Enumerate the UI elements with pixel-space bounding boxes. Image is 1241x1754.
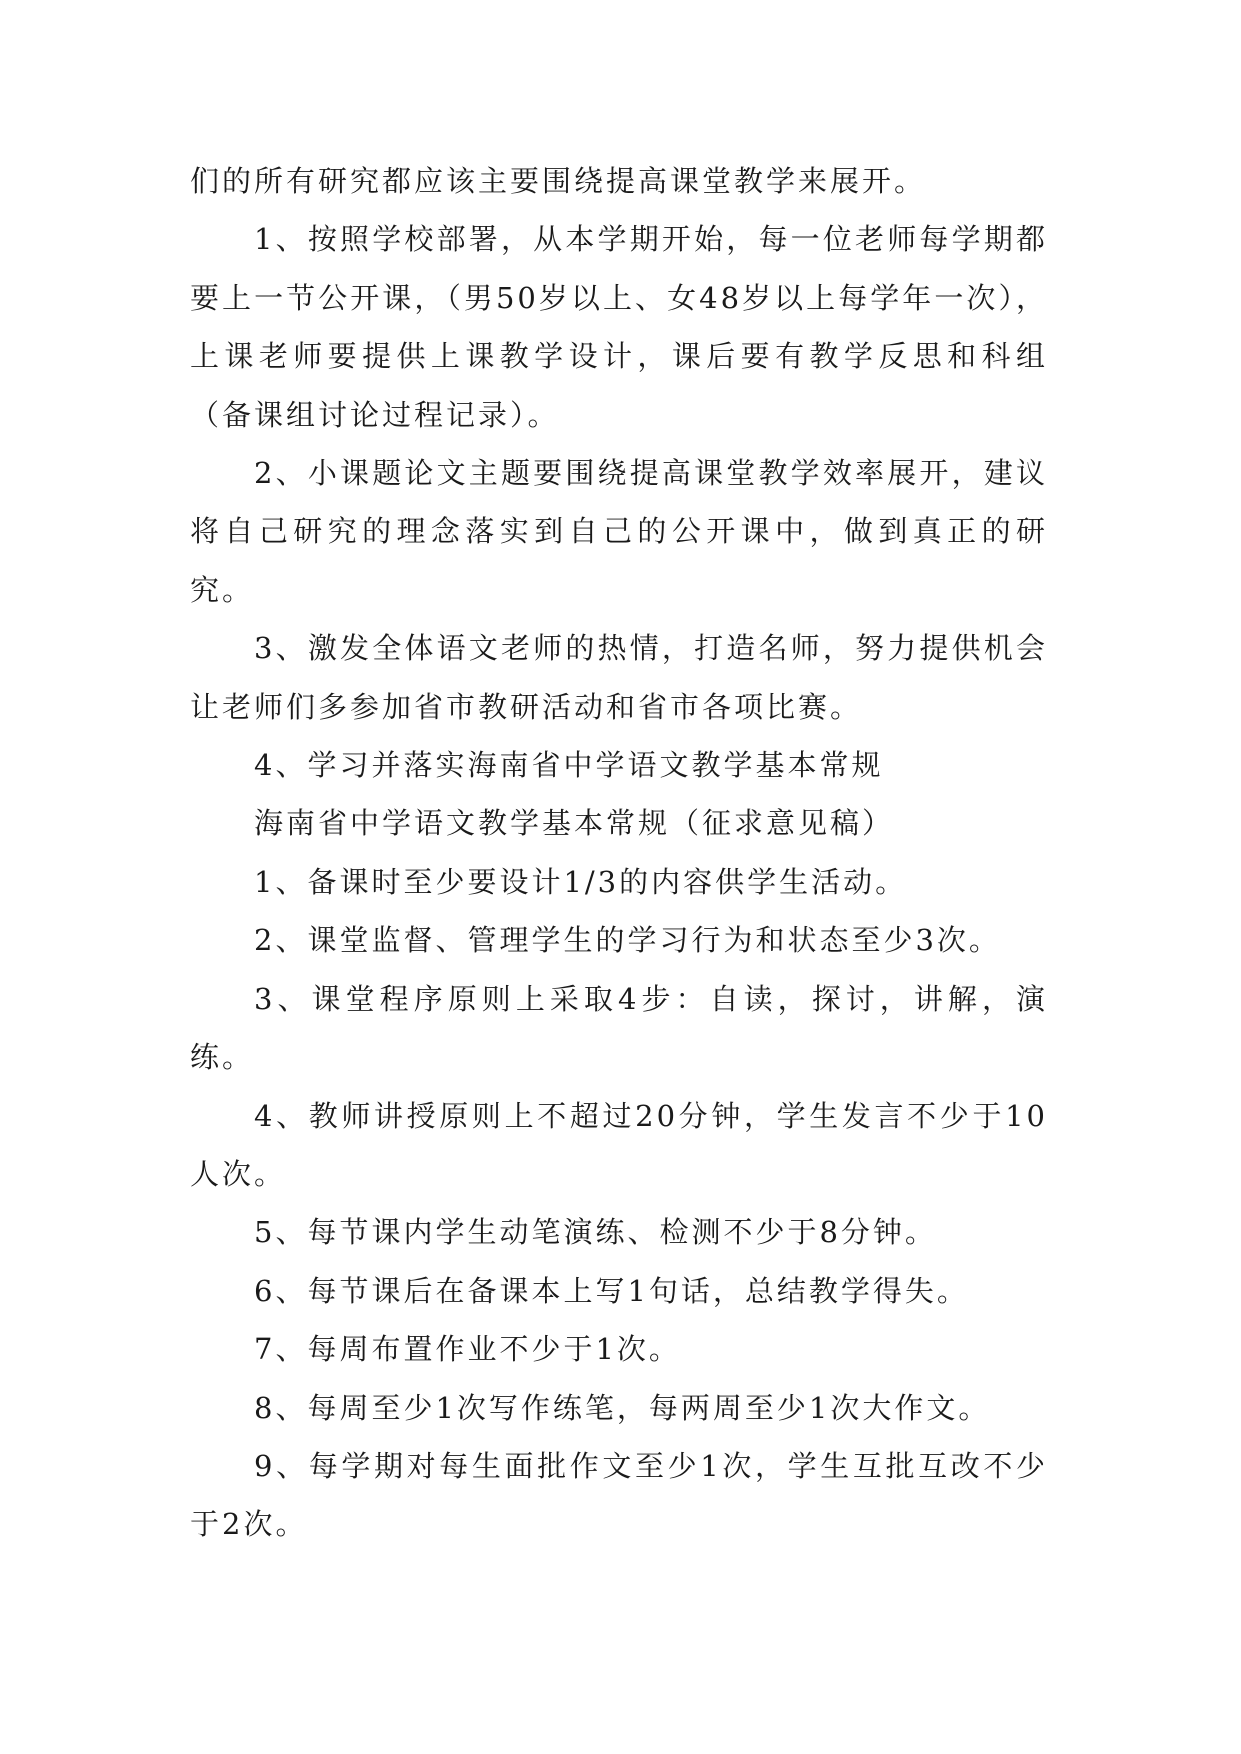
- norm-item-8: 8、每周至少1次写作练笔，每两周至少1次大作文。: [254, 1390, 991, 1425]
- document-body: [190, 152, 1048, 1554]
- norm-item-9: 9、每学期对每生面批作文至少1次，学生互批互改不少于2次。: [190, 1448, 1048, 1542]
- norm-item-5: 5、每节课内学生动笔演练、检测不少于8分钟。: [254, 1215, 937, 1250]
- norm-item-7: 7、每周布置作业不少于1次。: [254, 1332, 681, 1367]
- paragraph-continuation: 们的所有研究都应该主要围绕提高课堂教学来展开。: [190, 164, 927, 198]
- paragraph-item-4-teaching-norms: 4、学习并落实海南省中学语文教学基本常规: [254, 748, 884, 783]
- norm-item-4: 4、教师讲授原则上不超过20分钟，学生发言不少于10人次。: [190, 1098, 1048, 1191]
- paragraph-item-2-research-topic: 2、小课题论文主题要围绕提高课堂教学效率展开，建议将自己研究的理念落实到自己的公开课中，做到真正的研究。: [190, 456, 1048, 607]
- section-heading-norms-draft: 海南省中学语文教学基本常规（征求意见稿）: [254, 806, 895, 841]
- paragraph-item-3-teacher-motivation: 3、激发全体语文老师的热情，打造名师，努力提供机会让老师们多参加省市教研活动和省市各项比赛。: [190, 631, 1048, 724]
- norm-item-6: 6、每节课后在备课本上写1句话，总结教学得失。: [254, 1273, 969, 1308]
- norm-item-1: 1、备课时至少要设计1/3的内容供学生活动。: [254, 864, 908, 899]
- paragraph-item-1-open-class: 1、按照学校部署，从本学期开始，每一位老师每学期都要上一节公开课，（男50岁以上、女48岁以上每学年一次），上课老师要提供上课教学设计，课后要有教学反思和科组（备课组讨论过程记录）。: [190, 222, 1048, 432]
- norm-item-2: 2、课堂监督、管理学生的学习行为和状态至少3次。: [254, 923, 1001, 958]
- norm-item-3: 3、课堂程序原则上采取4步：自读，探讨，讲解，演练。: [190, 981, 1048, 1075]
